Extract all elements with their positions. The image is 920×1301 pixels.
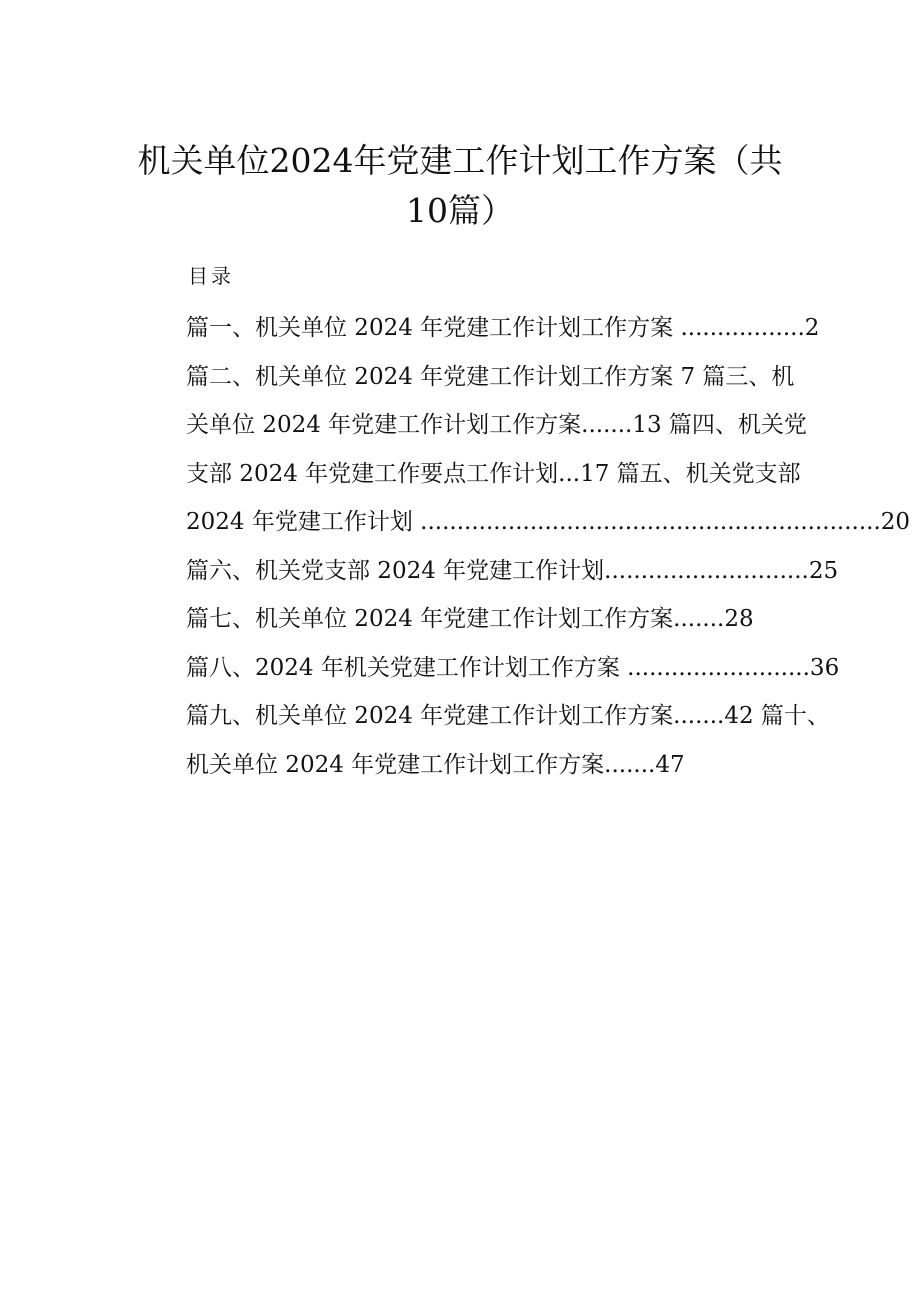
title-line-2: 10篇） (406, 191, 514, 230)
toc-line-text: 篇二、机关单位 2024 年党建工作计划工作方案 7 篇三、机 (186, 363, 795, 390)
toc-line-text: 2024 年党建工作计划 ...............................................................20 (186, 509, 911, 535)
toc-line[interactable] (186, 741, 796, 790)
title-line-1: 机关单位2024年党建工作计划工作方案（共 (137, 141, 783, 180)
toc-line[interactable] (186, 595, 796, 644)
toc-line[interactable] (186, 498, 911, 547)
document-title (120, 136, 800, 236)
toc-line-text: 篇六、机关党支部 2024 年党建工作计划............................25 (186, 557, 839, 584)
toc-line[interactable] (186, 547, 839, 596)
toc-line[interactable] (186, 353, 796, 402)
toc-line[interactable] (186, 692, 830, 741)
toc-line[interactable] (186, 644, 840, 693)
toc-line[interactable] (186, 450, 801, 499)
toc-line-text: 篇九、机关单位 2024 年党建工作计划工作方案.......42 篇十、 (186, 703, 830, 729)
table-of-contents (186, 304, 911, 789)
toc-line-text: 关单位 2024 年党建工作计划工作方案.......13 篇四、机关党 (186, 412, 807, 438)
toc-heading: 目录 (188, 264, 234, 288)
toc-line-text: 篇七、机关单位 2024 年党建工作计划工作方案.......28 (186, 606, 754, 632)
toc-line[interactable] (186, 401, 807, 450)
toc-line-text: 篇八、2024 年机关党建工作计划工作方案 .........................36 (186, 654, 840, 681)
toc-line-text: 篇一、机关单位 2024 年党建工作计划工作方案 .................2 (186, 315, 820, 341)
toc-line-text: 机关单位 2024 年党建工作计划工作方案.......47 (186, 751, 685, 778)
toc-line[interactable] (186, 304, 820, 353)
toc-line-text: 支部 2024 年党建工作要点工作计划...17 篇五、机关党支部 (186, 460, 801, 487)
